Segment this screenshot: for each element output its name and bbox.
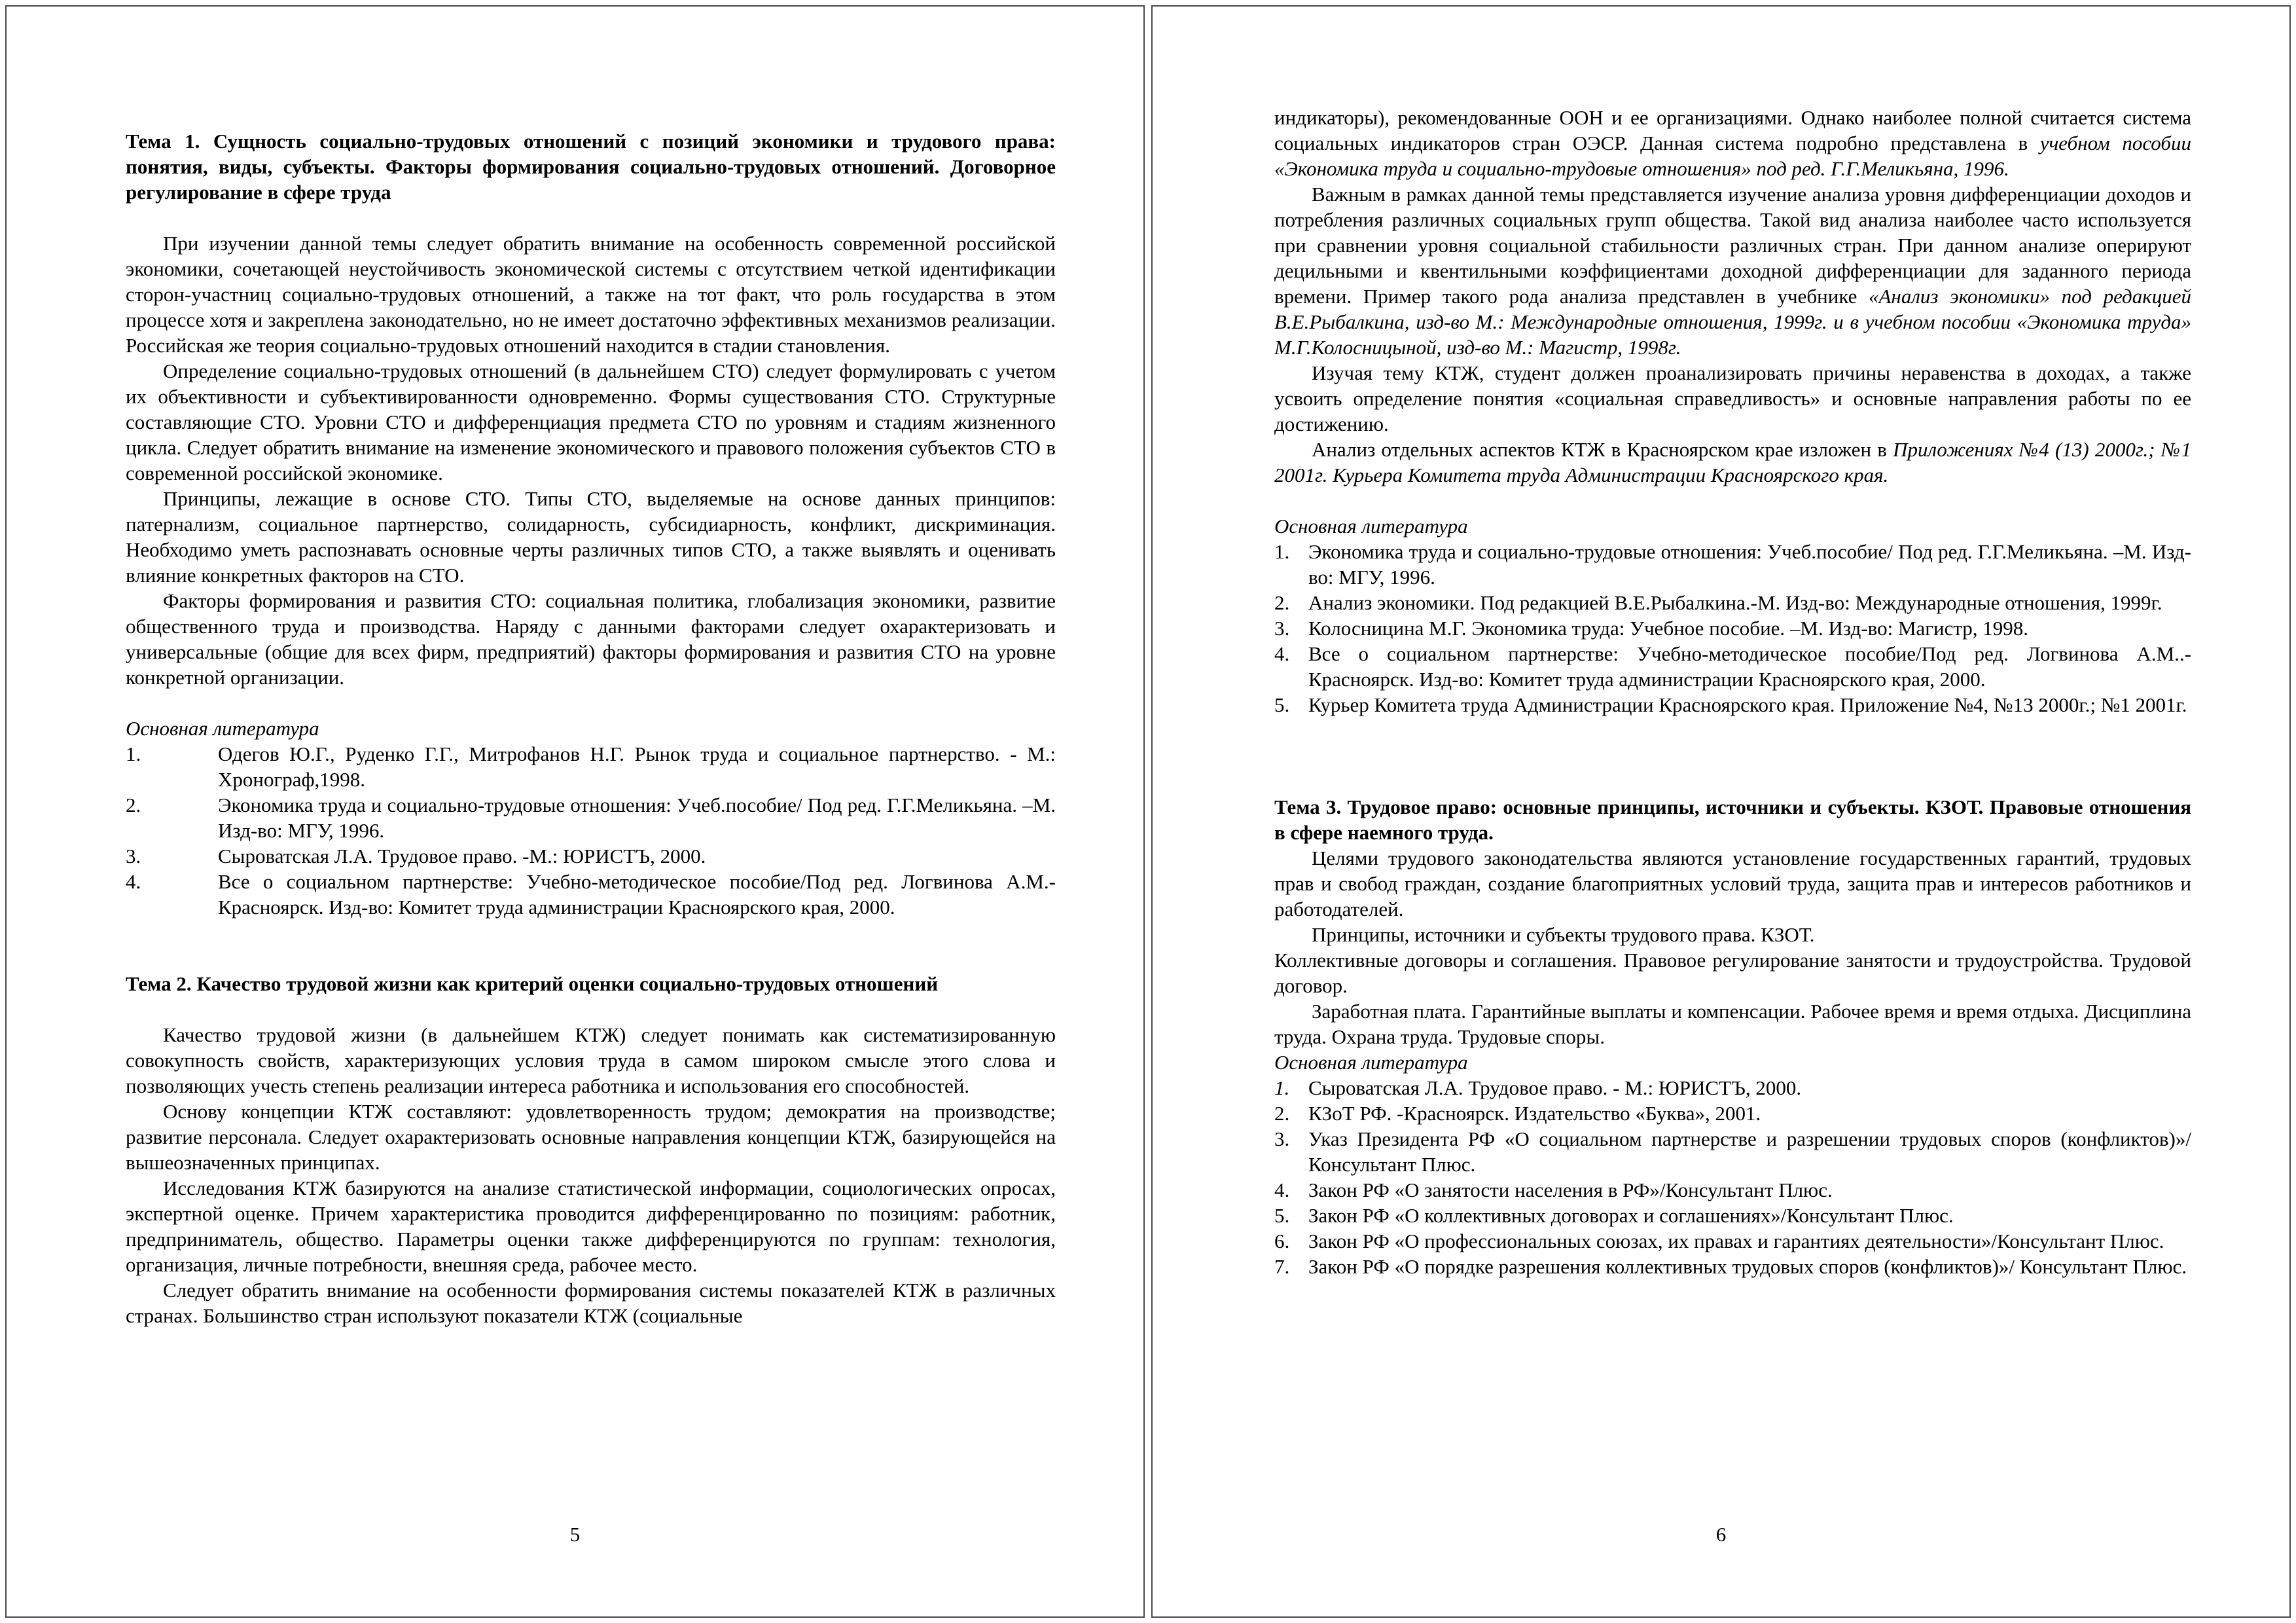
list-item-marker: 2. [1274,591,1290,614]
list-item [1274,615,2191,641]
list-item [1274,590,2191,615]
section-heading: Тема 1. Сущность социально-трудовых отношений с позиций экономики и трудового права: понятия, виды, субъекты. Факторы формирования социально-трудовых отношений. Договорное регулирование в сфере труда [126,130,1056,204]
list-item-text: Анализ экономики. Под редакцией В.Е.Рыбалкина.-М. Изд-во: Международные отношения, 1999г. [1308,591,2162,614]
paragraph: Определение социально-трудовых отношений (в дальнейшем СТО) следует формулировать с учетом их объективности и субъективированности одновременно. Формы существования СТО. Структурные составляющие СТО. Уровни СТО и дифференциация предмета СТО по уровням и стадиям жизненного цикла. Следует обратить внимание на изменение экономического и правового положения субъектов СТО в современной российской экономике. [126,359,1056,484]
list-item-marker: 4. [1274,642,1290,665]
list-item-text: Сыроватская Л.А. Трудовое право. -М.: ЮРИСТЪ, 2000. [218,845,706,867]
list-item-text: Одегов Ю.Г., Руденко Г.Г., Митрофанов Н.Г. Рынок труда и социальное партнерство. - М.: Хронограф,1998. [218,742,1056,791]
list-item [126,792,1056,843]
list-item [1274,692,2191,718]
section-heading: Тема 2. Качество трудовой жизни как критерий оценки социально-трудовых отношений [126,972,939,995]
list-item-text: Экономика труда и социально-трудовые отношения: Учеб.пособие/ Под ред. Г.Г.Меликьяна. –М. Изд-во: МГУ, 1996. [218,793,1056,842]
list-item-marker: 3. [1274,617,1290,640]
paragraph-text-italic: Приложениях №4 (13) 2000г.; №1 2001г. Курьера Комитета труда Администрации Красноярского края. [1274,438,2191,486]
list-item [1274,1075,2191,1101]
paragraph-text-italic: «Анализ экономики» под редакцией В.Е.Рыбалкина, изд-во М.: Международные отношения, 1999г. и в учебном пособии «Экономика труда» М.Г.Колосницыной, изд-во М.: Магистр, 1998г. [1274,285,2191,359]
literature-label: Основная литература [1274,1051,1468,1074]
paragraph: Коллективные договоры и соглашения. Правовое регулирование занятости и трудоустройства. Трудовой договор. [1274,949,2191,997]
list-item-marker: 7. [1274,1255,1290,1278]
list-item [126,843,1056,869]
literature-label: Основная литература [126,717,319,740]
list-item [126,869,1056,920]
paragraph [1274,437,2191,488]
list-item [1274,1254,2191,1279]
page-left-content [126,128,1056,1328]
paragraph-text: Анализ отдельных аспектов КТЖ в Красноярском крае изложен в [1312,438,1893,461]
list-item-text: Все о социальном партнерстве: Учебно-методическое пособие/Под ред. Логвинова А.М..-Красноярск. Изд-во: Комитет труда администрации Красноярского края, 2000. [1308,642,2191,691]
list-item-marker: 2. [126,793,141,816]
list-item-text: Закон РФ «О профессиональных союзах, их правах и гарантиях деятельности»/Консультант Плюс. [1308,1230,2164,1252]
list-item-marker: 2. [1274,1102,1290,1125]
list-item-text: Колосницина М.Г. Экономика труда: Учебное пособие. –М. Изд-во: Магистр, 1998. [1308,617,2029,640]
paragraph-text: индикаторы), рекомендованные ООН и ее организациями. Однако наиболее полной считается система социальных индикаторов стран ОЭСР. Данная система подробно представлена в [1274,106,2191,155]
literature-list [1274,539,2191,718]
page-number-left: 5 [569,1523,581,1546]
paragraph: Принципы, источники и субъекты трудового права. КЗОТ. [1312,923,1815,946]
list-item-marker: 1. [1274,1076,1290,1099]
list-item-marker: 6. [1274,1230,1290,1252]
list-item-text: Закон РФ «О занятости населения в РФ»/Консультант Плюс. [1308,1178,1833,1201]
page-right [1151,5,2291,1618]
list-item [126,741,1056,792]
paragraph: Принципы, лежащие в основе СТО. Типы СТО, выделяемые на основе данных принципов: патернализм, социальное партнерство, солидарность, субсидиарность, конфликт, дискриминация. Необходимо уметь распознавать основные черты различных типов СТО, а также выявлять и оценивать влияние конкретных факторов на СТО. [126,487,1056,587]
list-item [1274,539,2191,590]
list-item [1274,1203,2191,1228]
spacer [126,690,1056,716]
paragraph: Основу концепции КТЖ составляют: удовлетворенность трудом; демократия на производстве; развитие персонала. Следует охарактеризовать основные направления концепции КТЖ, базирующейся на вышеозначенных принципах. [126,1100,1056,1174]
page-right-content [1274,105,2191,1279]
list-item-text: Закон РФ «О порядке разрешения коллективных трудовых споров (конфликтов)»/ Консультант Плюс. [1308,1255,2187,1278]
list-item-text: Сыроватская Л.А. Трудовое право. - М.: ЮРИСТЪ, 2000. [1308,1076,1802,1099]
paragraph-text-italic: учебном пособии «Экономика труда и социально-трудовые отношения» под ред. Г.Г.Меликьяна, 1996. [1274,132,2191,180]
list-item-text: Курьер Комитета труда Администрации Красноярского края. Приложение №4, №13 2000г.; №1 2001г. [1308,693,2187,716]
list-item-marker: 5. [1274,693,1290,716]
paragraph [1274,181,2191,360]
paragraph: Следует обратить внимание на особенности формирования системы показателей КТЖ в различных странах. Большинство стран используют показатели КТЖ (социальные [126,1279,1056,1327]
list-item-marker: 1. [1274,540,1290,563]
list-item-marker: 5. [1274,1204,1290,1227]
spacer [126,205,1056,230]
spacer [126,920,1056,971]
list-item-marker: 4. [126,870,141,893]
literature-list [126,741,1056,920]
page-number-right: 6 [1715,1523,1727,1546]
list-item [1274,1126,2191,1177]
paragraph [1274,105,2191,181]
spacer [126,996,1056,1022]
list-item-text: Закон РФ «О коллективных договорах и соглашениях»/Консультант Плюс. [1308,1204,1954,1227]
list-item [1274,641,2191,692]
spacer [1274,718,2191,794]
list-item-marker: 1. [126,742,141,765]
paragraph: Исследования КТЖ базируются на анализе статистической информации, социологических опросах, экспертной оценке. Причем характеристика проводится дифференцированно по позициям: работник, предприниматель, общество. Параметры оценки также дифференцируются по группам: технология, организация, личные потребности, внешняя среда, рабочее место. [126,1176,1056,1276]
paragraph-text: Важным в рамках данной темы представляется изучение анализа уровня дифференциации доходов и потребления различных социальных групп общества. Такой вид анализа наиболее часто используется при сравнении уровня социальной стабильности различных стран. При данном анализе оперируют децильными и квентильными коэффициентами доходной дифференциации для заданного периода времени. Пример такого рода анализа представлен в учебнике [1274,183,2191,308]
paragraph: Целями трудового законодательства являются установление государственных гарантий, трудовых прав и свобод граждан, создание благоприятных условий труда, защита прав и интересов работников и работодателей. [1274,847,2191,921]
list-item-marker: 4. [1274,1178,1290,1201]
literature-list [1274,1075,2191,1279]
paragraph: Факторы формирования и развития СТО: социальная политика, глобализация экономики, развитие общественного труда и производства. Наряду с данными факторами следует охарактеризовать и универсальные (общие для всех фирм, предприятий) факторы формирования и развития СТО на уровне конкретной организации. [126,589,1056,689]
spacer [1274,488,2191,513]
list-item [1274,1101,2191,1126]
list-item-text: Экономика труда и социально-трудовые отношения: Учеб.пособие/ Под ред. Г.Г.Меликьяна. –М. Изд-во: МГУ, 1996. [1308,540,2191,589]
list-item-text: Все о социальном партнерстве: Учебно-методическое пособие/Под ред. Логвинова А.М.- Красноярск. Изд-во: Комитет труда администрации Красноярского края, 2000. [218,870,1056,919]
list-item-text: КЗоТ РФ. -Красноярск. Издательство «Буква», 2001. [1308,1102,1761,1125]
section-heading: Тема 3. Трудовое право: основные принципы, источники и субъекты. КЗОТ. Правовые отношения в сфере наемного труда. [1274,795,2191,844]
page-left [5,5,1145,1618]
list-item-marker: 3. [1274,1127,1290,1150]
list-item [1274,1177,2191,1203]
list-item-text: Указ Президента РФ «О социальном партнерстве и разрешении трудовых споров (конфликтов)»/Консультант Плюс. [1308,1127,2191,1176]
paragraph: Заработная плата. Гарантийные выплаты и компенсации. Рабочее время и время отдыха. Дисциплина труда. Охрана труда. Трудовые споры. [1274,1000,2191,1048]
paragraph: Изучая тему КТЖ, студент должен проанализировать причины неравенства в доходах, а также усвоить определение понятия «социальная справедливость» и основные направления работы по ее достижению. [1274,361,2191,435]
paragraph: Качество трудовой жизни (в дальнейшем КТЖ) следует понимать как систематизированную совокупность свойств, характеризующих условия труда в самом широком смысле этого слова и позволяющих учесть степень реализации интереса работника и использования его способностей. [126,1023,1056,1097]
literature-label: Основная литература [1274,515,1468,538]
list-item-marker: 3. [126,845,141,867]
list-item [1274,1228,2191,1254]
paragraph: При изучении данной темы следует обратить внимание на особенность современной российской экономики, сочетающей неустойчивость экономической системы с отсутствием четкой идентификации сторон-участниц социально-трудовых отношений, а также на тот факт, что роль государства в этом процессе хотя и закреплена законодательно, но не имеет достаточно эффективных механизмов реализации. Российская же теория социально-трудовых отношений находится в стадии становления. [126,232,1056,357]
